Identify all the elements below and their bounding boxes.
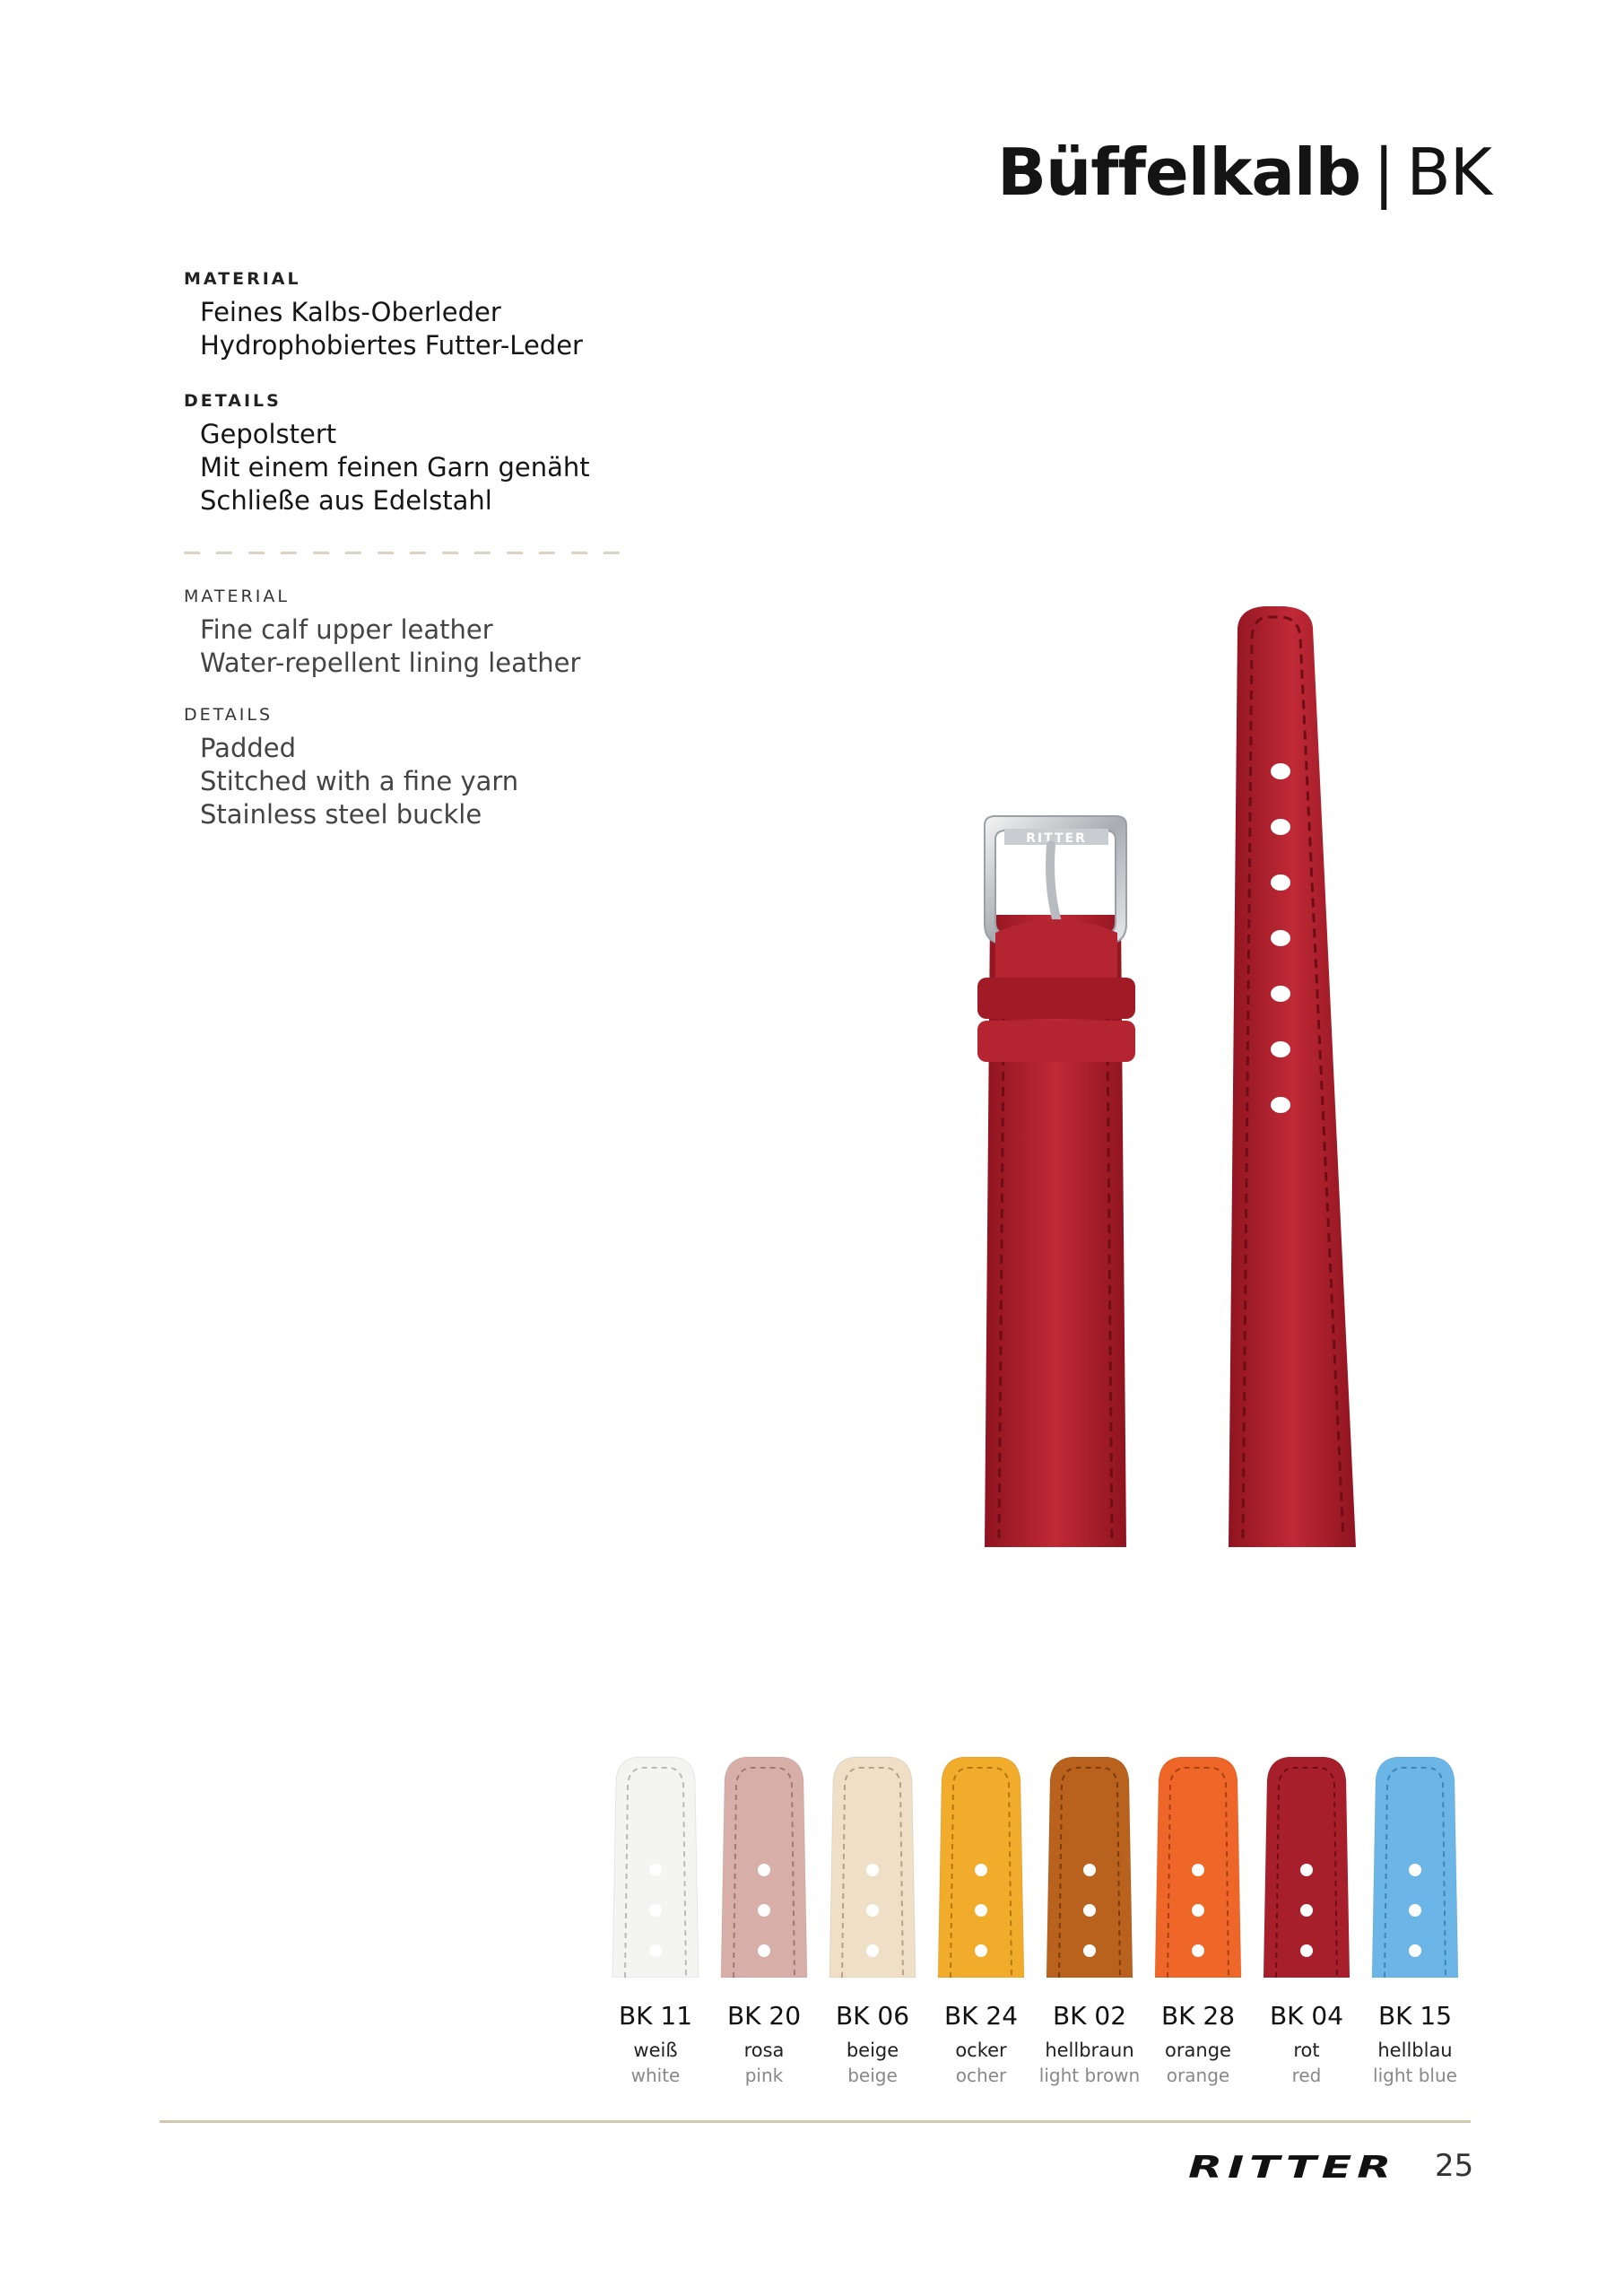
strap-swatch-icon xyxy=(1370,1753,1460,1978)
strap-swatch-hole xyxy=(758,1904,770,1917)
ritter-logo-icon: RITTER xyxy=(1026,831,1087,846)
strap-swatch-hole xyxy=(649,1864,662,1876)
strap-swatch-icon xyxy=(1262,1753,1351,1978)
details-line: Stitched with a fine yarn xyxy=(200,766,519,796)
material-label: MATERIAL xyxy=(184,587,290,606)
variant-swatch xyxy=(709,1753,819,2086)
brand-logo xyxy=(1188,2151,1403,2187)
strap-swatch-hole xyxy=(649,1904,662,1917)
strap-swatch-hole xyxy=(1300,1904,1313,1917)
strap-swatch-hole xyxy=(975,1944,987,1957)
variant-code: BK 02 xyxy=(1052,2001,1127,2031)
variant-color-de: ocker xyxy=(955,2039,1007,2061)
details-line: Gepolstert xyxy=(200,419,337,449)
strap-swatch-hole xyxy=(975,1904,987,1917)
variant-code: BK 11 xyxy=(618,2001,693,2031)
variant-color-en: white xyxy=(630,2065,681,2086)
german-details-section xyxy=(184,391,590,517)
strap-swatch-hole xyxy=(758,1944,770,1957)
variant-code: BK 04 xyxy=(1269,2001,1344,2031)
variant-color-de: beige xyxy=(846,2039,899,2061)
strap-swatch-icon xyxy=(1153,1753,1243,1978)
variant-swatch xyxy=(926,1753,1036,2086)
variant-swatch xyxy=(818,1753,927,2086)
variant-swatch xyxy=(1035,1753,1144,2086)
variant-code: BK 20 xyxy=(726,2001,802,2031)
strap-swatch-hole xyxy=(975,1864,987,1876)
details-line: Padded xyxy=(200,733,297,763)
variant-code: BK 06 xyxy=(835,2001,910,2031)
material-line: Water-repellent lining leather xyxy=(200,648,581,678)
strap-swatch-hole xyxy=(1300,1864,1313,1876)
page-number: 25 xyxy=(1435,2148,1474,2184)
strap-swatch-hole xyxy=(1192,1904,1204,1917)
details-label: DETAILS xyxy=(184,391,282,411)
strap-swatch-icon xyxy=(611,1753,700,1978)
details-line: Mit einem feinen Garn genäht xyxy=(200,452,590,483)
variant-color-de: hellblau xyxy=(1377,2039,1453,2061)
strap-swatch-hole xyxy=(1192,1944,1204,1957)
strap-swatch-icon xyxy=(719,1753,809,1978)
ritter-logo-icon xyxy=(1188,2151,1403,2183)
variant-code: BK 24 xyxy=(943,2001,1019,2031)
title-separator: | xyxy=(1373,135,1394,210)
strap-swatch-hole xyxy=(866,1864,879,1876)
variant-code: BK 15 xyxy=(1377,2001,1453,2031)
hero-strap-image xyxy=(951,592,1381,1564)
variant-swatch xyxy=(601,1753,710,2086)
strap-swatch-hole xyxy=(1083,1904,1096,1917)
material-line: Feines Kalbs-Oberleder xyxy=(200,297,501,327)
strap-swatch-icon xyxy=(1045,1753,1134,1978)
variant-color-en: light blue xyxy=(1373,2065,1457,2086)
strap-swatch-hole xyxy=(1409,1944,1421,1957)
strap-swatch-hole xyxy=(1192,1864,1204,1876)
variant-color-de: rot xyxy=(1293,2039,1320,2061)
variant-color-en: light brown xyxy=(1038,2065,1141,2086)
variant-code: BK 28 xyxy=(1160,2001,1236,2031)
variant-color-en: red xyxy=(1291,2065,1322,2086)
strap-swatch-hole xyxy=(1409,1864,1421,1876)
variant-swatch xyxy=(1143,1753,1253,2086)
strap-swatch-hole xyxy=(1300,1944,1313,1957)
variant-color-de: orange xyxy=(1165,2039,1231,2061)
product-name: Büffelkalb xyxy=(997,135,1361,210)
strap-swatch-icon xyxy=(828,1753,917,1978)
section-divider xyxy=(184,552,620,554)
variant-color-en: ocher xyxy=(955,2065,1007,2086)
variant-color-en: pink xyxy=(744,2065,784,2086)
english-material-section xyxy=(184,587,580,680)
variant-color-de: weiß xyxy=(633,2039,678,2061)
product-code: BK xyxy=(1406,135,1491,210)
variant-color-de: rosa xyxy=(743,2039,785,2061)
variant-color-en: orange xyxy=(1166,2065,1230,2086)
page-title xyxy=(997,135,1491,210)
english-details-section xyxy=(184,705,518,831)
brand-name: RITTER xyxy=(1188,2151,1396,2183)
variant-swatch xyxy=(1360,1753,1470,2086)
details-label: DETAILS xyxy=(184,705,274,725)
details-line: Schließe aus Edelstahl xyxy=(200,485,492,516)
strap-swatch-hole xyxy=(649,1944,662,1957)
footer-rule xyxy=(160,2120,1471,2123)
material-line: Fine calf upper leather xyxy=(200,614,493,645)
strap-swatch-hole xyxy=(758,1864,770,1876)
variant-color-de: hellbraun xyxy=(1045,2039,1134,2061)
strap-swatch-hole xyxy=(866,1944,879,1957)
material-label: MATERIAL xyxy=(184,269,301,289)
german-material-section xyxy=(184,269,583,362)
strap-swatch-hole xyxy=(866,1904,879,1917)
variant-color-en: beige xyxy=(847,2065,898,2086)
watch-strap-illustration xyxy=(951,592,1381,1561)
strap-swatch-hole xyxy=(1083,1944,1096,1957)
strap-swatch-hole xyxy=(1083,1864,1096,1876)
color-variants xyxy=(601,1753,1498,2112)
variant-swatch xyxy=(1252,1753,1361,2086)
material-line: Hydrophobiertes Futter-Leder xyxy=(200,330,583,361)
strap-swatch-icon xyxy=(936,1753,1026,1978)
strap-swatch-hole xyxy=(1409,1904,1421,1917)
details-line: Stainless steel buckle xyxy=(200,799,482,830)
